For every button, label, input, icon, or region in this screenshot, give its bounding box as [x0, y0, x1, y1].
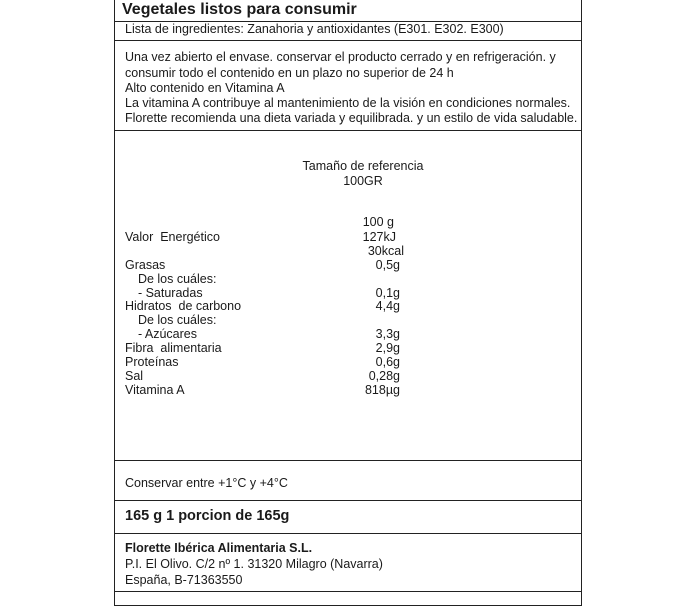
nutrient-value: 0,5g — [375, 258, 400, 272]
nutrient-value: 818µg — [364, 383, 400, 397]
company-address: P.I. El Olivo. C/2 nº 1. 31320 Milagro (Navarra) — [125, 557, 383, 571]
column-header: 100 g — [362, 215, 394, 229]
nutrient-name: Fibra alimentaria — [125, 341, 222, 355]
storage-note: consumir todo el contenido en un plazo no superior de 24 h — [125, 66, 454, 80]
vitamin-info: La vitamina A contribuye al mantenimiento de la visión en condiciones normales. — [125, 96, 571, 110]
nutrition-label — [114, 0, 582, 614]
nutrient-value: 127kJ — [362, 230, 396, 244]
nutrient-name: Vitamina A — [125, 383, 185, 397]
nutrient-name: Grasas — [125, 258, 166, 272]
reference-label: Tamaño de referencia — [302, 159, 424, 173]
nutrient-value: 0,28g — [368, 369, 400, 383]
nutrient-value: 2,9g — [375, 341, 400, 355]
divider — [114, 130, 582, 131]
nutrient-value: 3,3g — [375, 327, 400, 341]
recommendation-text: Florette recomienda una dieta variada y equilibrada. y un estilo de vida saludable. — [125, 111, 578, 125]
ingredients-text: Lista de ingredientes: Zanahoria y antioxidantes (E301. E302. E300) — [125, 22, 504, 36]
nutrient-value: 30kcal — [367, 244, 404, 258]
storage-note: Una vez abierto el envase. conservar el producto cerrado y en refrigeración. y — [125, 50, 556, 64]
divider — [114, 533, 582, 534]
nutrient-name: Valor Energético — [125, 230, 220, 244]
nutrient-name: Hidratos de carbono — [125, 299, 242, 313]
portion-text: 165 g 1 porcion de 165g — [125, 508, 290, 524]
reference-value: 100GR — [343, 174, 383, 188]
nutrient-value: 4,4g — [375, 299, 400, 313]
nutrient-name: Proteínas — [125, 355, 179, 369]
divider — [114, 460, 582, 461]
company-registration: España, B-71363550 — [125, 573, 243, 587]
nutrient-name: De los cuáles: — [131, 272, 217, 286]
nutrient-value: 0,6g — [375, 355, 400, 369]
nutrient-name: - Saturadas — [131, 286, 203, 300]
nutrient-value: 0,1g — [375, 286, 400, 300]
vitamin-claim: Alto contenido en Vitamina A — [125, 81, 285, 95]
product-title: Vegetales listos para consumir — [122, 1, 357, 18]
company-name: Florette Ibérica Alimentaria S.L. — [125, 541, 313, 555]
nutrient-name: De los cuáles: — [131, 313, 217, 327]
divider — [114, 40, 582, 41]
nutrient-name: - Azúcares — [131, 327, 197, 341]
divider — [114, 591, 582, 592]
divider — [114, 500, 582, 501]
conservation-text: Conservar entre +1°C y +4°C — [125, 476, 288, 490]
nutrient-name: Sal — [125, 369, 144, 383]
